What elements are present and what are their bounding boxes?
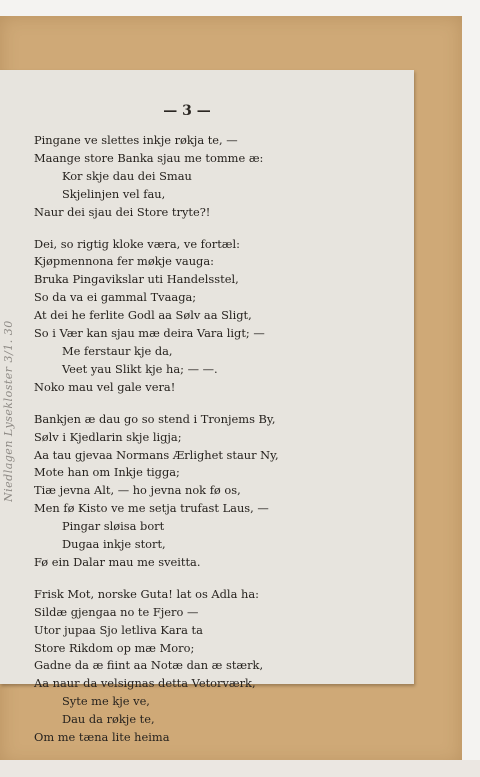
verse-line: Tiæ jevna Alt, — ho jevna nok fø os, xyxy=(34,483,241,498)
verse-line: Bankjen æ dau go so stend i Tronjems By, xyxy=(34,411,276,426)
verse-line: So i Vær kan sjau mæ deira Vara ligt; — xyxy=(34,326,265,341)
stanza xyxy=(34,236,404,397)
stanza xyxy=(34,132,404,222)
verse-line: Dei, so rigtig kloke væra, ve fortæl: xyxy=(34,236,240,251)
verse-line: Aa tau gjevaa Normans Ærlighet staur Ny, xyxy=(34,447,279,462)
verse-line: Pingar sløisa bort xyxy=(62,519,165,534)
verse-line: Naur dei sjau dei Store tryte?! xyxy=(34,204,211,219)
verse-line: Syte me kje ve, xyxy=(62,694,150,709)
verse-line: Dau da røkje te, xyxy=(62,712,155,727)
verse-line: So da va ei gammal Tvaaga; xyxy=(34,290,197,305)
stanza xyxy=(34,586,404,747)
verse-line: Kjøpmennona fer møkje vauga: xyxy=(34,254,214,269)
verse-line: Men fø Kisto ve me setja trufast Laus, — xyxy=(34,501,269,516)
verse-line: Pingane ve slettes inkje røkja te, — xyxy=(34,133,238,147)
pencil-margin-note: Niedlagen Lysekloster 3/1. 30 xyxy=(2,320,15,502)
verse-line: Noko mau vel gale vera! xyxy=(34,379,176,394)
verse-line: Kor skje dau dei Smau xyxy=(62,168,192,183)
verse-line: Fø ein Dalar mau me sveitta. xyxy=(34,554,201,569)
verse-line: Skjelinjen vel fau, xyxy=(62,186,166,201)
verse-line: Mote han om Inkje tigga; xyxy=(34,465,180,480)
verse-line: Sølv i Kjedlarin skje ligja; xyxy=(34,429,182,444)
verse-line: Maange store Banka sjau me tomme æ: xyxy=(34,150,264,165)
stanza xyxy=(34,411,404,572)
verse-line: Frisk Mot, norske Guta! lat os Adla ha: xyxy=(34,586,259,601)
verse-line: Me ferstaur kje da, xyxy=(62,343,173,358)
verse-line: Bruka Pingavikslar uti Handelsstel, xyxy=(34,272,239,287)
verse-line: Aa naur da velsignas detta Vetorværk, xyxy=(34,676,256,691)
page-number: — 3 — xyxy=(163,103,211,119)
verse-line: Sildæ gjengaa no te Fjero — xyxy=(34,604,199,619)
verse-line: Store Rikdom op mæ Moro; xyxy=(34,640,195,655)
verse-line: At dei he ferlite Godl aa Sølv aa Sligt, xyxy=(34,308,252,323)
background-edge xyxy=(0,760,480,777)
verse-line: Utor jupaa Sjo letliva Kara ta xyxy=(34,622,203,637)
verse-line: Veet yau Slikt kje ha; — —. xyxy=(62,361,218,376)
verse-line: Om me tæna lite heima xyxy=(34,730,170,745)
poem-text xyxy=(34,132,404,761)
verse-line: Gadne da æ fiint aa Notæ dan æ stærk, xyxy=(34,658,264,673)
verse-line: Dugaa inkje stort, xyxy=(62,537,166,552)
